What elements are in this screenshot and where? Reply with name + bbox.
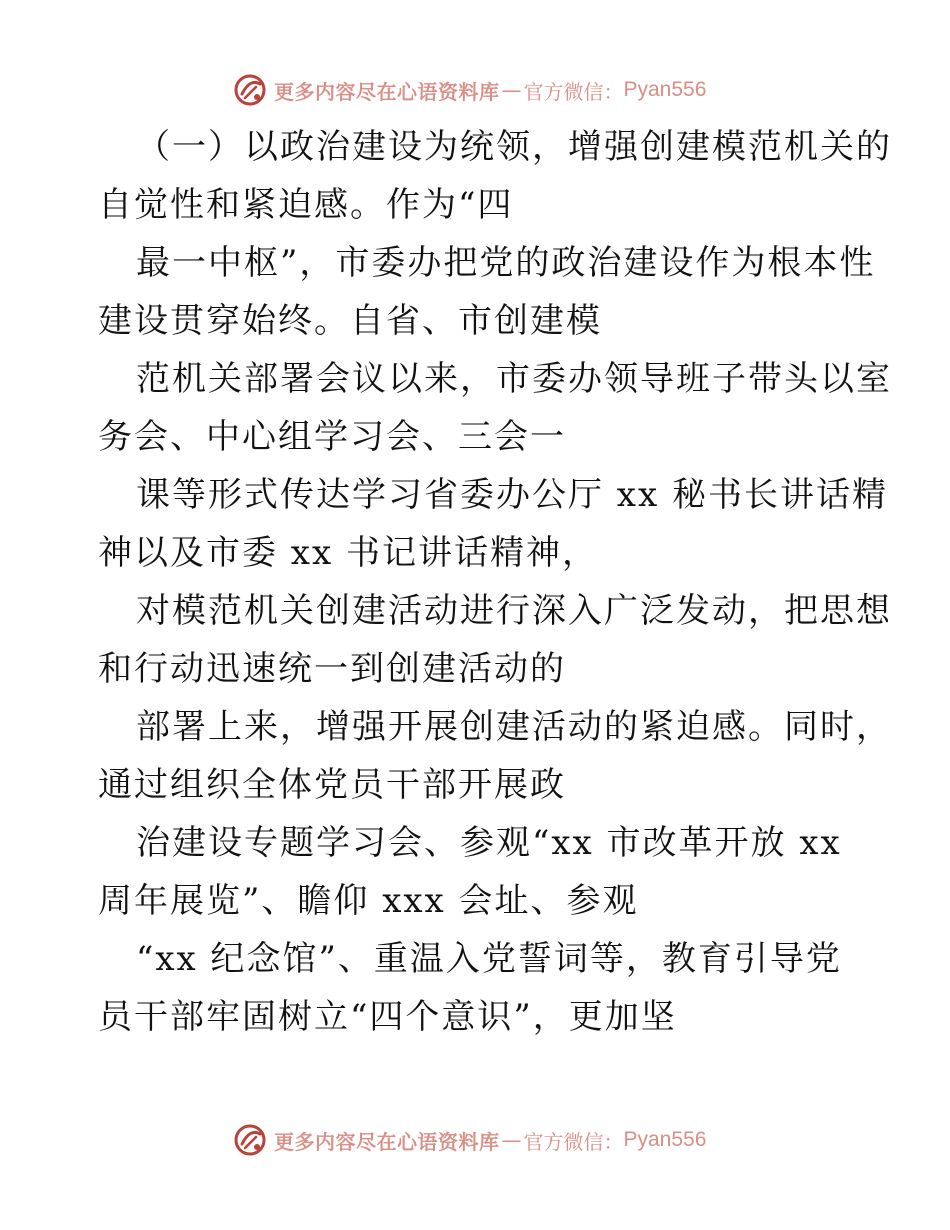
banner-title: 更多内容尽在心语资料库 <box>274 1129 500 1154</box>
paragraph-line: 务会、中心组学习会、三会一 <box>98 417 566 457</box>
paragraph-line: 通过组织全体党员干部开展政 <box>98 765 566 805</box>
logo-icon <box>232 1122 268 1158</box>
banner-wechat-label: 官方微信： <box>523 1129 624 1154</box>
paragraph-line: 课等形式传达学习省委办公厅 xx 秘书长讲话精 <box>136 475 888 515</box>
banner-separator: — <box>501 1128 522 1152</box>
banner-wechat-label: 官方微信： <box>523 79 624 104</box>
footer-banner <box>232 1120 752 1160</box>
document-body <box>98 118 892 1046</box>
paragraph-line: 自觉性和紧迫感。作为“四 <box>98 185 514 225</box>
paragraph-line: 神以及市委 xx 书记讲话精神， <box>98 533 598 573</box>
paragraph-line: 范机关部署会议以来，市委办领导班子带头以室 <box>136 359 892 399</box>
paragraph-line: 和行动迅速统一到创建活动的 <box>98 649 566 689</box>
paragraph-line: （一）以政治建设为统领，增强创建模范机关的 <box>136 127 892 167</box>
banner-handle: Pyan556 <box>623 78 707 101</box>
banner-handle: Pyan556 <box>623 1128 707 1151</box>
logo-icon <box>232 72 268 108</box>
header-banner <box>232 70 752 110</box>
paragraph-line: “xx 纪念馆”、重温入党誓词等，教育引导党 <box>136 939 842 979</box>
banner-title: 更多内容尽在心语资料库 <box>274 79 500 104</box>
paragraph-line: 建设贯穿始终。自省、市创建模 <box>98 301 602 341</box>
banner-separator: — <box>501 78 522 102</box>
paragraph-line: 部署上来，增强开展创建活动的紧迫感。同时， <box>136 707 892 747</box>
paragraph-line: 治建设专题学习会、参观“xx 市改革开放 xx <box>136 823 842 863</box>
paragraph-line: 对模范机关创建活动进行深入广泛发动，把思想 <box>136 591 892 631</box>
paragraph-line: 周年展览”、瞻仰 xxx 会址、参观 <box>98 881 639 921</box>
paragraph-line: 最一中枢”，市委办把党的政治建设作为根本性 <box>136 243 876 283</box>
paragraph-line: 员干部牢固树立“四个意识”，更加坚 <box>98 997 677 1037</box>
